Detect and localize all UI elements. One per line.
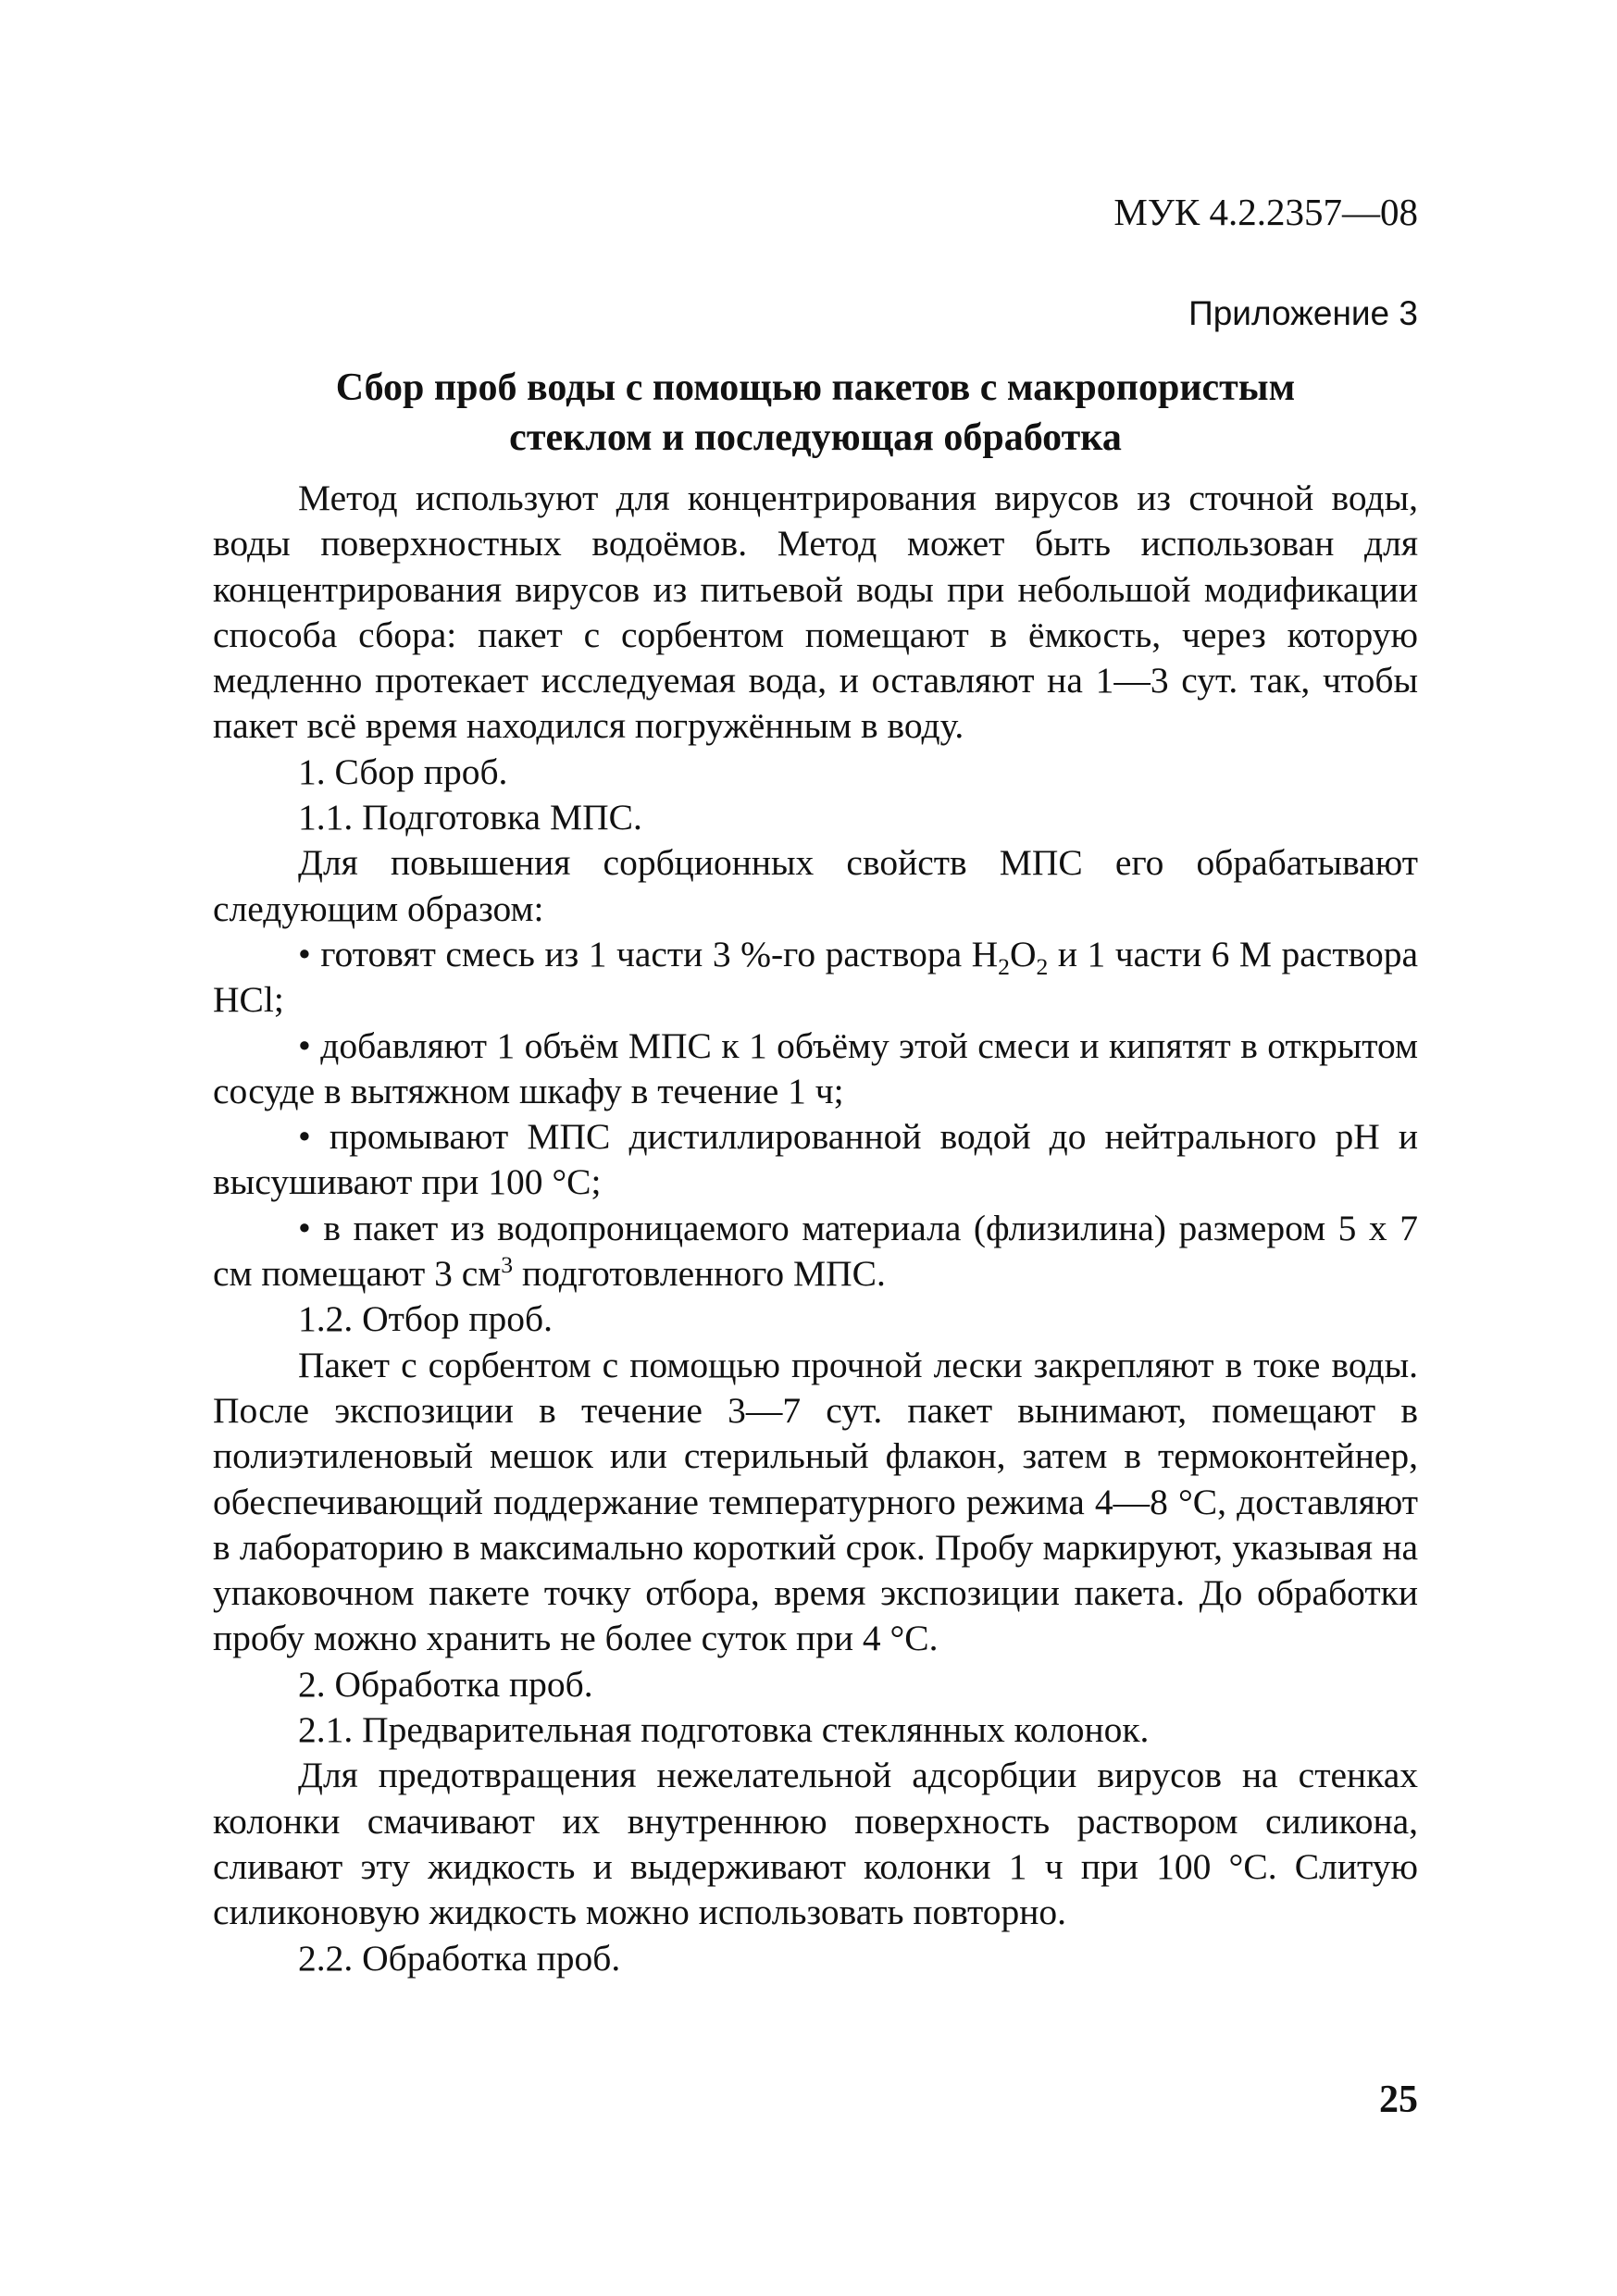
bullet-1-text-a: • готовят смесь из 1 части 3 %-го раствора H: [298, 933, 999, 974]
title-line-2: стеклом и последующая обработка: [509, 416, 1122, 459]
bullet-1-text-b: и 1 части 6 М раствора HCl;: [213, 933, 1418, 1021]
bullet-item-4: [213, 1206, 1418, 1297]
title-line-1: Сбор проб воды с помощью пакетов с макропористым: [335, 366, 1296, 409]
bullet-4-superscript: 3: [501, 1250, 514, 1278]
section-2-heading: 2. Обработка проб.: [298, 1663, 593, 1705]
section-1-1-heading: 1.1. Подготовка МПС.: [298, 797, 642, 838]
bullet-4-text-a: • в пакет из водопроницаемого материала (флизилина) размером 5 х 7 см помещают 3 см: [213, 1207, 1418, 1295]
sampling-paragraph: Пакет с сорбентом с помощью прочной лески закрепляют в токе воды. После экспозиции в течение 3—7 сут. пакет вынимают, помещают в полиэтиленовый мешок или стерильный флакон, затем в термоконтейнер, обеспечивающий поддержание температурного режима 4—8 °С, доставляют в лабораторию в максимально короткий срок. Пробу маркируют, указывая на упаковочном пакете точку отбора, время экспозиции пакета. До обработки пробу можно хранить не более суток при 4 °С.: [213, 1344, 1418, 1659]
document-code: МУК 4.2.2357—08: [1113, 191, 1418, 233]
columns-paragraph: Для предотвращения нежелательной адсорбции вирусов на стенках колонки смачивают их внутреннюю поверхность раствором силикона, сливают эту жидкость и выдерживают колонки 1 ч при 100 °С. Слитую силиконовую жидкость можно использовать повторно.: [213, 1755, 1418, 1933]
page-number: 25: [1379, 2079, 1418, 2121]
section-title: [213, 363, 1418, 463]
bullet-1-subscript-2: 2: [1036, 952, 1049, 980]
document-body: [213, 476, 1418, 1981]
section-1-2-heading: 1.2. Отбор проб.: [298, 1298, 553, 1340]
appendix-label: Приложение 3: [1188, 294, 1418, 332]
section-1-heading: 1. Сбор проб.: [298, 751, 508, 792]
bullet-item-2: • добавляют 1 объём МПС к 1 объёму этой смеси и кипятят в открытом сосуде в вытяжном шкафу в течение 1 ч;: [213, 1024, 1418, 1111]
section-2-1-heading: 2.1. Предварительная подготовка стеклянных колонок.: [298, 1709, 1150, 1751]
bullet-item-1: [213, 932, 1418, 1024]
bullet-4-text-b: подготовленного МПС.: [513, 1253, 886, 1295]
bullet-item-3: • промывают МПС дистиллированной водой до нейтрального рН и высушивают при 100 °С;: [213, 1116, 1418, 1203]
bullet-1-text-mid: O: [1009, 933, 1037, 974]
sorption-paragraph: Для повышения сорбционных свойств МПС его обрабатывают следующим образом:: [213, 842, 1418, 929]
intro-paragraph: Метод используют для концентрирования вирусов из сточной воды, воды поверхностных водоёмов. Метод может быть использован для концентрирования вирусов из питьевой воды при небольшой модификации способа сбора: пакет с сорбентом помещают в ёмкость, через которую медленно протекает исследуемая вода, и оставляют на 1—3 сут. так, чтобы пакет всё время находился погружённым в воду.: [213, 478, 1418, 747]
bullet-1-subscript-1: 2: [998, 952, 1010, 980]
section-2-2-heading: 2.2. Обработка проб.: [298, 1937, 621, 1979]
